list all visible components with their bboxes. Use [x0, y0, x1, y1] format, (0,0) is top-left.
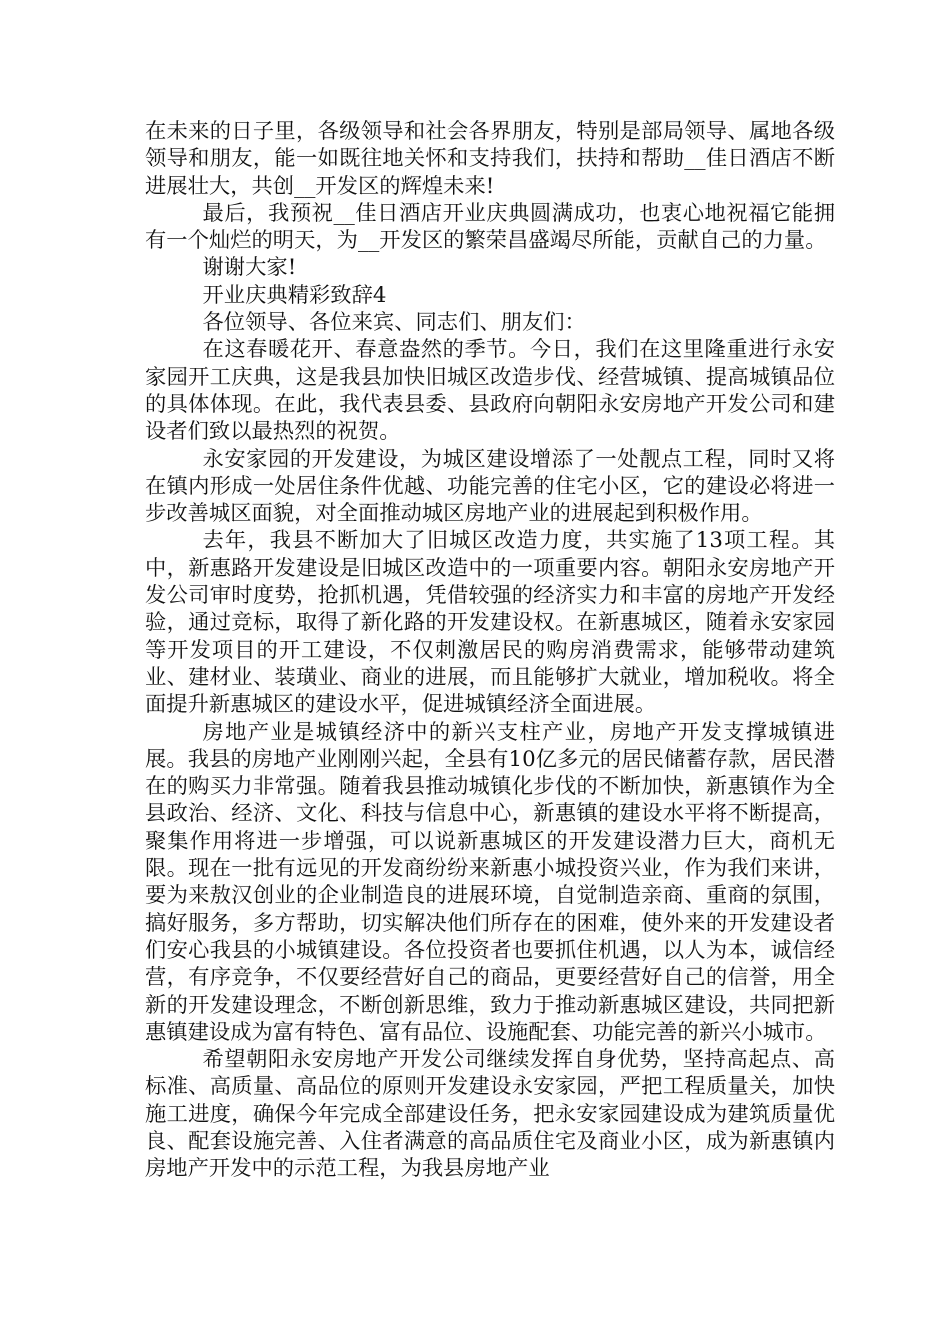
paragraph-project-significance: 永安家园的开发建设，为城区建设增添了一处靓点工程，同时又将在镇内形成一处居住条件优越、功能完善的住宅小区，它的建设必将进一步改善城区面貌，对全面推动城区房地产业的进展起到积极作用。: [145, 446, 835, 527]
paragraph-last-year: 去年，我县不断加大了旧城区改造力度，共实施了13项工程。其中，新惠路开发建设是旧城区改造中的一项重要内容。朝阳永安房地产开发公司审时度势，抢抓机遇，凭借较强的经济实力和丰富的房地产开发经验，通过竞标，取得了新化路的开发建设权。在新惠城区，随着永安家园等开发项目的开工建设，不仅刺激居民的购房消费需求，能够带动建筑业、建材业、装璜业、商业的进展，而且能够扩大就业，增加税收。将全面提升新惠城区的建设水平，促进城镇经济全面进展。: [145, 528, 835, 718]
document-body: [145, 118, 835, 1183]
paragraph-closing-wishes: 在未来的日子里，各级领导和社会各界朋友，特别是部局领导、属地各级领导和朋友，能一如既往地关怀和支持我们，扶持和帮助__佳日酒店不断进展壮大，共创__开发区的辉煌未来!: [145, 119, 835, 199]
paragraph-salutation: 各位领导、各位来宾、同志们、朋友们：: [202, 310, 586, 336]
paragraph-hopes: 希望朝阳永安房地产开发公司继续发挥自身优势，坚持高起点、高标准、高质量、高品位的原则开发建设永安家园，严把工程质量关，加快施工进度，确保今年完成全部建设任务，把永安家园建设成为建筑质量优良、配套设施完善、入住者满意的高品质住宅及商业小区，成为新惠镇内房地产开发中的示范工程，为我县房地产业: [145, 1047, 835, 1182]
paragraph-real-estate: 房地产业是城镇经济中的新兴支柱产业，房地产开发支撑城镇进展。我县的房地产业刚刚兴起，全县有10亿多元的居民储蓄存款，居民潜在的购买力非常强。随着我县推动城镇化步伐的不断加快，新惠镇作为全县政治、经济、文化、科技与信息中心，新惠镇的建设水平将不断提高，聚集作用将进一步增强，可以说新惠城区的开发建设潜力巨大，商机无限。现在一批有远见的开发商纷纷来新惠小城投资兴业，作为我们来讲，要为来敖汉创业的企业制造良的进展环境，自觉制造亲商、重商的氛围，搞好服务，多方帮助，切实解决他们所存在的困难，使外来的开发建设者们安心我县的小城镇建设。各位投资者也要抓住机遇，以人为本，诚信经营，有序竞争，不仅要经营好自己的商品，更要经营好自己的信誉，用全新的开发建设理念，不断创新思维，致力于推动新惠城区建设，共同把新惠镇建设成为富有特色、富有品位、设施配套、功能完善的新兴小城市。: [145, 719, 835, 1045]
paragraph-opening: 在这春暖花开、春意盎然的季节。今日，我们在这里隆重进行永安家园开工庆典，这是我县加快旧城区改造步伐、经营城镇、提高城镇品位的具体体现。在此，我代表县委、县政府向朝阳永安房地产开发公司和建设者们致以最热烈的祝贺。: [145, 337, 835, 445]
paragraph-final-blessing: 最后，我预祝__佳日酒店开业庆典圆满成功，也衷心地祝福它能拥有一个灿烂的明天，为__开发区的繁荣昌盛竭尽所能，贡献自己的力量。: [145, 200, 835, 254]
section-heading: 开业庆典精彩致辞4: [202, 282, 387, 308]
paragraph-thanks: 谢谢大家!: [202, 255, 297, 281]
